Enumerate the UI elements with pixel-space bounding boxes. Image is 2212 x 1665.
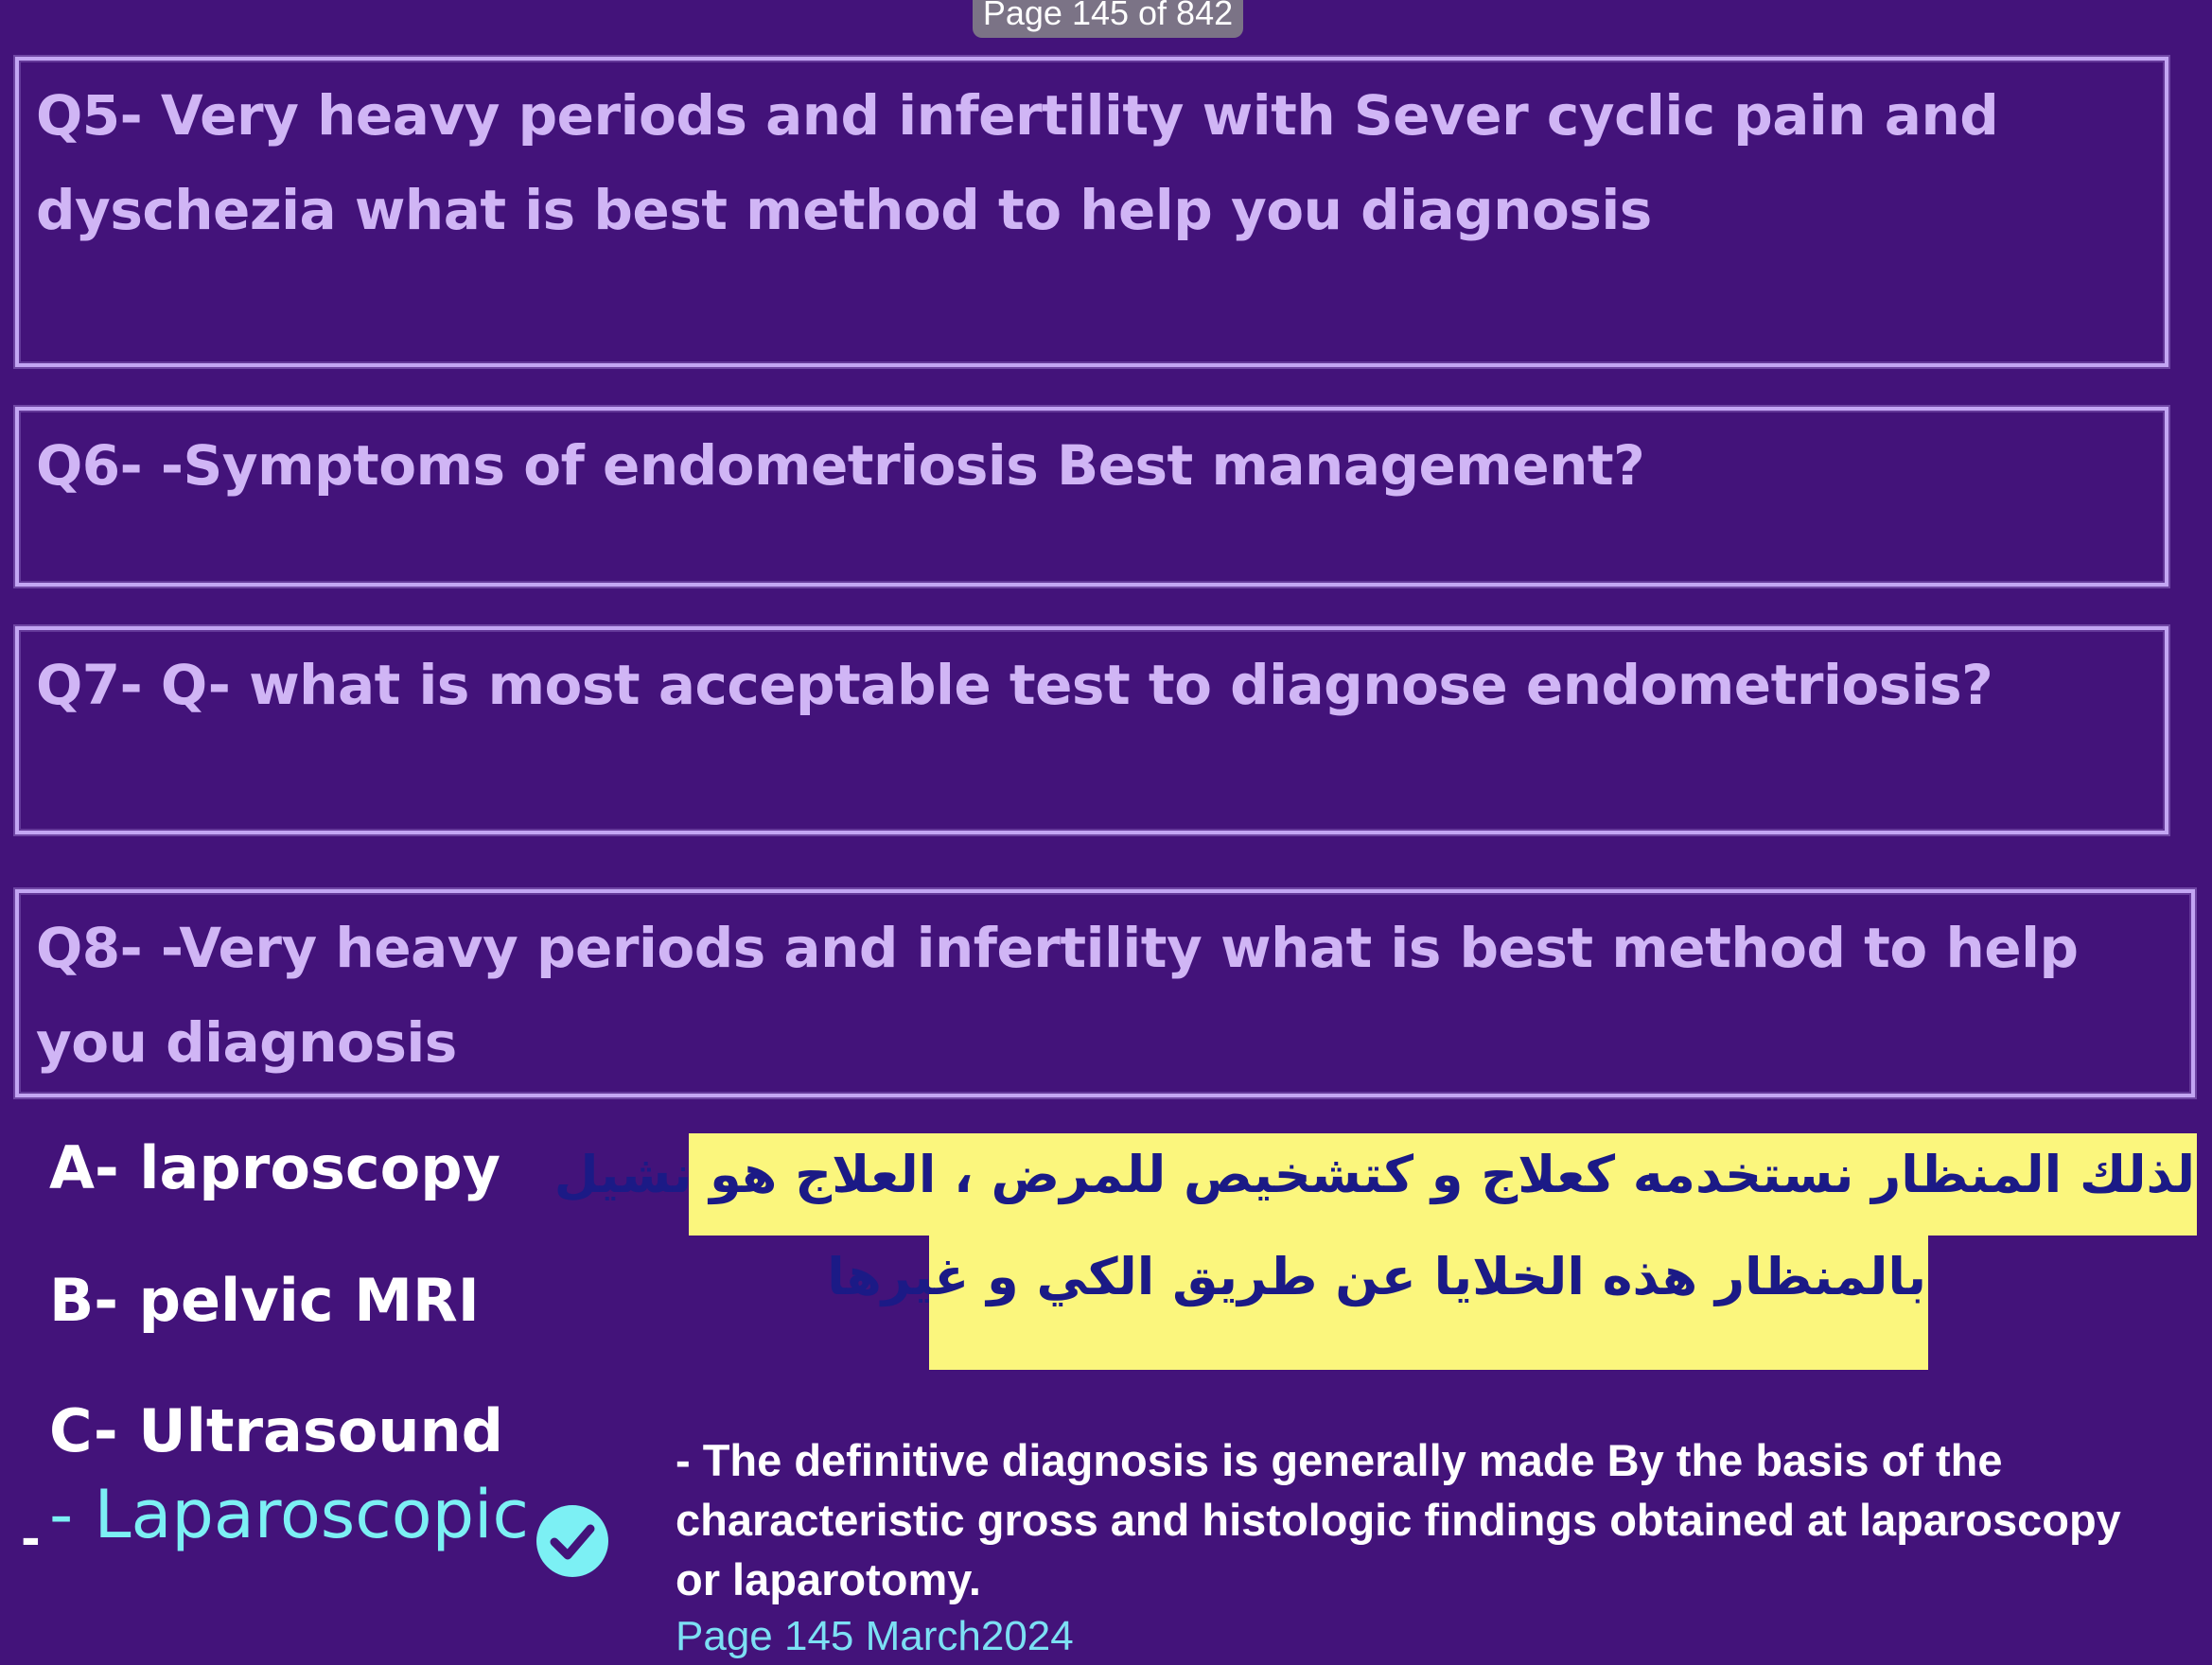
check-circle-icon xyxy=(535,1504,609,1578)
footer-page-label: Page 145 March2024 xyxy=(676,1613,1074,1659)
arabic-note-line-1: لذلك المنظار نستخدمه كعلاج و كتشخيص للمرض ، العلاج هو نشيل xyxy=(553,1145,2195,1204)
option-b: B- pelvic MRI xyxy=(49,1266,480,1335)
explanation-text: - The definitive diagnosis is generally made By the basis of the characteristic gross and histologic findings obtained at laparoscopy or laparotomy. xyxy=(676,1435,2121,1604)
question-box-q8 xyxy=(15,889,2195,1097)
question-text-q5: Q5- Very heavy periods and infertility with Sever cyclic pain and dyschezia what is best method to help you diagnosis xyxy=(36,83,1999,242)
question-text-q7: Q7- Q- what is most acceptable test to diagnose endometriosis? xyxy=(36,653,1993,717)
question-box-q5 xyxy=(15,57,2168,367)
question-text-q8: Q8- -Very heavy periods and infertility what is best method to help you diagnosis xyxy=(36,916,2079,1075)
page-number-badge: Page 145 of 842 xyxy=(973,0,1243,38)
question-text-q6: Q6- -Symptoms of endometriosis Best management? xyxy=(36,433,1645,498)
correct-answer: - Laparoscopic xyxy=(49,1476,529,1553)
arabic-note-line-2: بالمنظار هذه الخلايا عن طريق الكي و غيرها xyxy=(827,1247,1926,1306)
question-box-q7 xyxy=(15,626,2168,834)
option-c: C- Ultrasound xyxy=(49,1396,504,1465)
option-a: A- laproscopy xyxy=(49,1133,500,1202)
question-box-q6 xyxy=(15,407,2168,587)
answer-dash: - xyxy=(21,1512,41,1567)
